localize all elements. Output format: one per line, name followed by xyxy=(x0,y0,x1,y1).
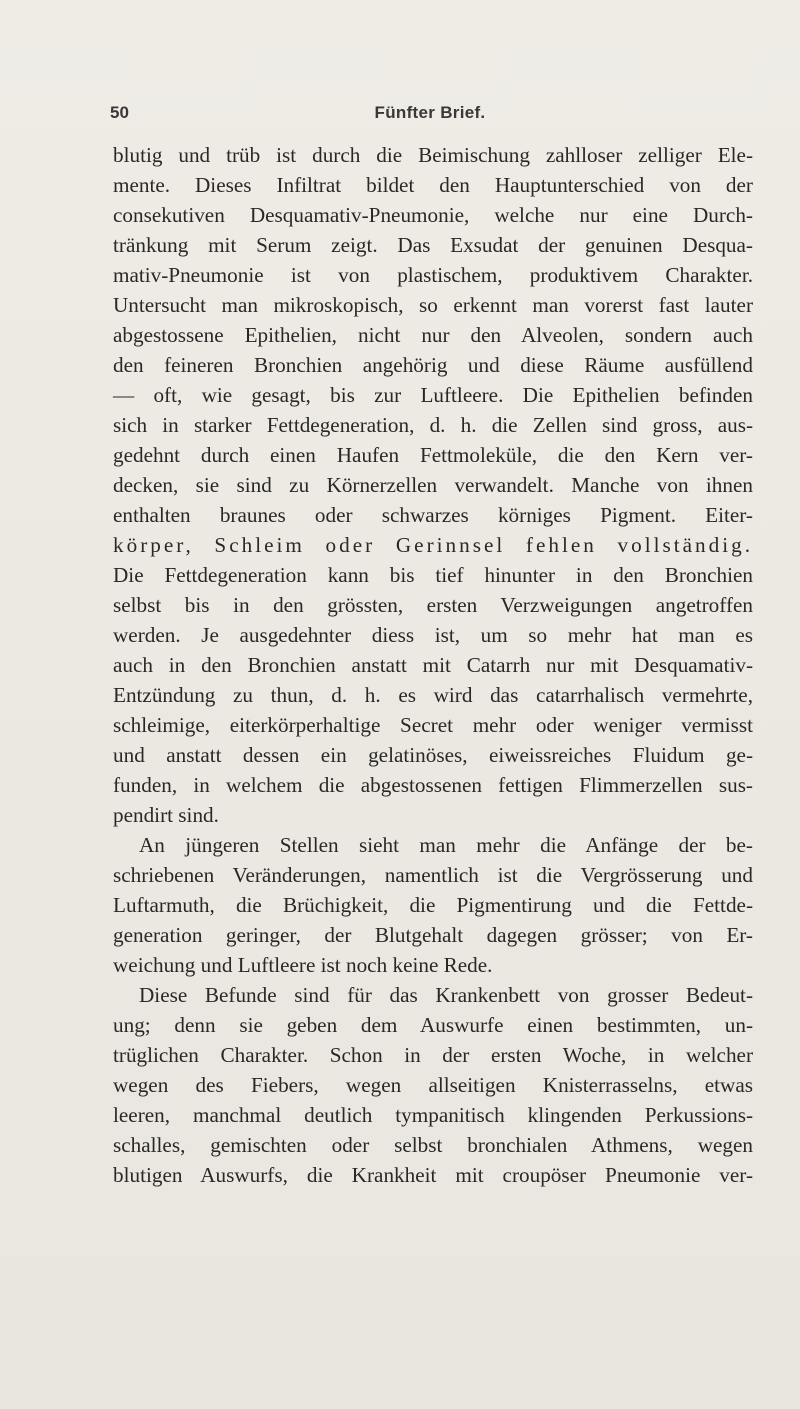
running-head: Fünfter Brief. xyxy=(374,103,486,122)
text-line: Diese Befunde sind für das Krankenbett von grosser Bedeut- xyxy=(139,983,753,1007)
page-header xyxy=(110,103,750,127)
text-line: pendirt sind. xyxy=(113,803,219,827)
text-line: An jüngeren Stellen sieht man mehr die Anfänge der be- xyxy=(139,833,753,857)
text-line: Die Fettdegeneration kann bis tief hinunter in den Bronchien xyxy=(113,563,753,587)
text-line: und anstatt dessen ein gelatinöses, eiweissreiches Fluidum ge- xyxy=(113,743,753,767)
text-line: werden. Je ausgedehnter diess ist, um so mehr hat man es xyxy=(113,623,753,647)
text-line: mativ-Pneumonie ist von plastischem, produktivem Charakter. xyxy=(113,263,753,287)
text-line: schalles, gemischten oder selbst bronchialen Athmens, wegen xyxy=(113,1133,753,1157)
text-line: wegen des Fiebers, wegen allseitigen Knisterrasselns, etwas xyxy=(113,1073,753,1097)
body-text xyxy=(113,140,753,1190)
text-line: gedehnt durch einen Haufen Fettmoleküle, die den Kern ver- xyxy=(113,443,753,467)
text-line: funden, in welchem die abgestossenen fettigen Flimmerzellen sus- xyxy=(113,773,753,797)
text-line: sich in starker Fettdegeneration, d. h. die Zellen sind gross, aus- xyxy=(113,413,753,437)
page-number: 50 xyxy=(110,103,129,122)
text-line-emphasized: körper, Schleim oder Gerinnsel fehlen vollständig. xyxy=(113,533,753,557)
text-line: abgestossene Epithelien, nicht nur den Alveolen, sondern auch xyxy=(113,323,753,347)
text-line: trüglichen Charakter. Schon in der ersten Woche, in welcher xyxy=(113,1043,753,1067)
text-line: mente. Dieses Infiltrat bildet den Hauptunterschied von der xyxy=(113,173,753,197)
text-line: Entzündung zu thun, d. h. es wird das catarrhalisch vermehrte, xyxy=(113,683,753,707)
text-line: auch in den Bronchien anstatt mit Catarrh nur mit Desquamativ- xyxy=(113,653,753,677)
text-line: Untersucht man mikroskopisch, so erkennt man vorerst fast lauter xyxy=(113,293,753,317)
text-line: blutigen Auswurfs, die Krankheit mit croupöser Pneumonie ver- xyxy=(113,1163,753,1187)
text-line: consekutiven Desquamativ-Pneumonie, welche nur eine Durch- xyxy=(113,203,753,227)
text-line: selbst bis in den grössten, ersten Verzweigungen angetroffen xyxy=(113,593,753,617)
text-line: schriebenen Veränderungen, namentlich ist die Vergrösserung und xyxy=(113,863,753,887)
text-line: den feineren Bronchien angehörig und diese Räume ausfüllend xyxy=(113,353,753,377)
text-line: tränkung mit Serum zeigt. Das Exsudat der genuinen Desqua- xyxy=(113,233,753,257)
text-line: decken, sie sind zu Körnerzellen verwandelt. Manche von ihnen xyxy=(113,473,753,497)
text-line: Luftarmuth, die Brüchigkeit, die Pigmentirung und die Fettde- xyxy=(113,893,753,917)
text-line: leeren, manchmal deutlich tympanitisch klingenden Perkussions- xyxy=(113,1103,753,1127)
text-line: — oft, wie gesagt, bis zur Luftleere. Die Epithelien befinden xyxy=(113,383,753,407)
text-line: enthalten braunes oder schwarzes körniges Pigment. Eiter- xyxy=(113,503,753,527)
text-line: weichung und Luftleere ist noch keine Rede. xyxy=(113,953,493,977)
text-line: blutig und trüb ist durch die Beimischung zahlloser zelliger Ele- xyxy=(113,143,753,167)
text-line: schleimige, eiterkörperhaltige Secret mehr oder weniger vermisst xyxy=(113,713,753,737)
text-line: ung; denn sie geben dem Auswurfe einen bestimmten, un- xyxy=(113,1013,753,1037)
text-line: generation geringer, der Blutgehalt dagegen grösser; von Er- xyxy=(113,923,753,947)
